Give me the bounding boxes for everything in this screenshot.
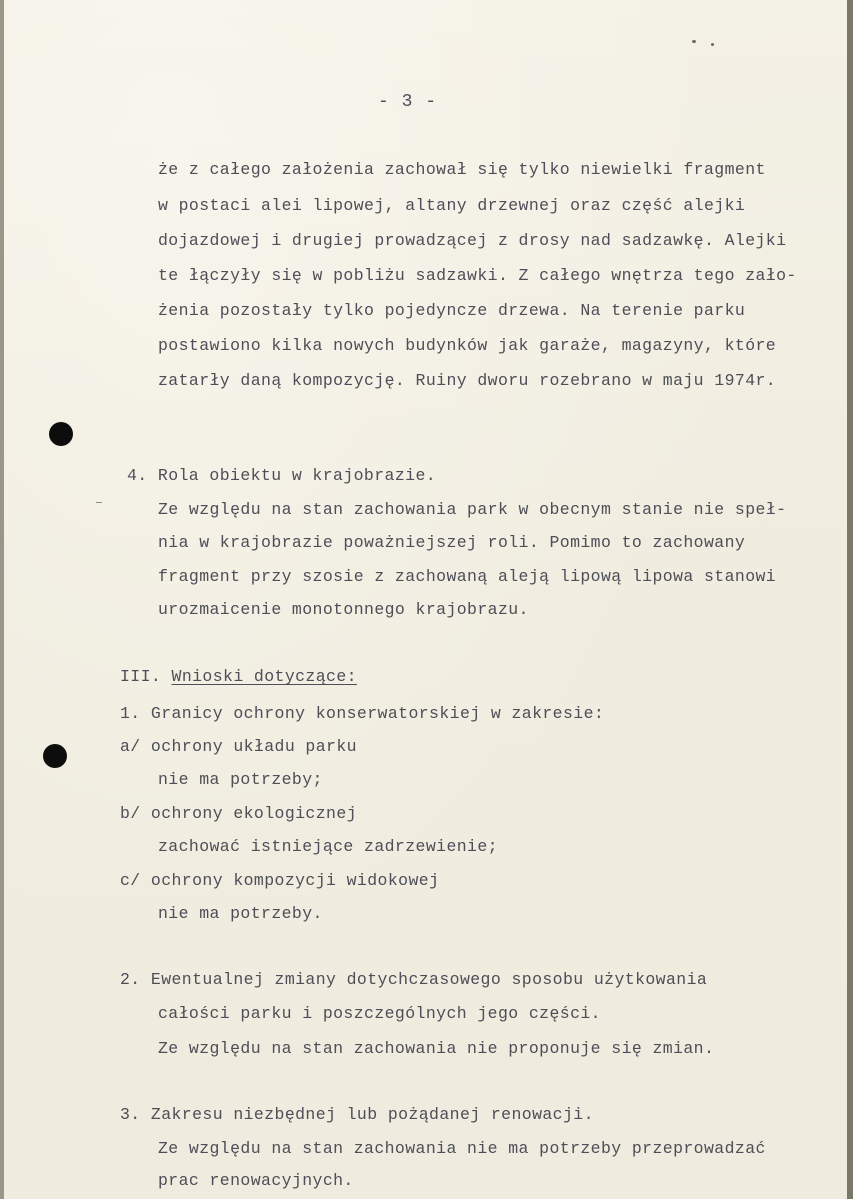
item-1a-value: nie ma potrzeby;	[158, 770, 323, 789]
section-line: urozmaicenie monotonnego krajobrazu.	[158, 600, 529, 619]
paragraph-line: w postaci alei lipowej, altany drzewnej oraz część alejki	[158, 196, 746, 215]
page-number: - 3 -	[378, 92, 438, 112]
item-1c-value: nie ma potrzeby.	[158, 904, 323, 923]
paragraph-line: dojazdowej i drugiej prowadzącej z drosy nad sadzawkę. Alejki	[158, 231, 787, 250]
section-line: nia w krajobrazie poważniejszej roli. Pomimo to zachowany	[158, 533, 746, 552]
item-3-value: Ze względu na stan zachowania nie ma potrzeby przeprowadzać	[158, 1139, 766, 1158]
paragraph-line: żenia pozostały tylko pojedyncze drzewa. Na terenie parku	[158, 301, 746, 320]
paper-speck	[711, 43, 714, 46]
item-3-value-cont: prac renowacyjnych.	[158, 1171, 354, 1190]
page-edge-right	[847, 0, 853, 1199]
paragraph-line: zatarły daną kompozycję. Ruiny dworu rozebrano w maju 1974r.	[158, 371, 777, 390]
item-1b-label: b/ ochrony ekologicznej	[120, 804, 357, 823]
section-III-title: Wnioski dotyczące:	[171, 667, 357, 686]
item-3-heading: 3. Zakresu niezbędnej lub pożądanej renowacji.	[120, 1105, 594, 1124]
item-2-heading: 2. Ewentualnej zmiany dotychczasowego sposobu użytkowania	[120, 970, 708, 989]
page-edge-left	[0, 0, 4, 1199]
punch-hole-bottom	[43, 744, 67, 768]
section-III-prefix: III.	[120, 667, 172, 686]
paragraph-line: te łączyły się w pobliżu sadzawki. Z całego wnętrza tego zało-	[158, 266, 797, 285]
section-line: Ze względu na stan zachowania park w obecnym stanie nie speł-	[158, 500, 787, 519]
section-heading: 4. Rola obiektu w krajobrazie.	[127, 466, 437, 485]
section-line: fragment przy szosie z zachowaną aleją lipową lipowa stanowi	[158, 567, 777, 586]
item-1a-label: a/ ochrony układu parku	[120, 737, 357, 756]
item-1c-label: c/ ochrony kompozycji widokowej	[120, 871, 440, 890]
item-2-value: Ze względu na stan zachowania nie proponuje się zmian.	[158, 1039, 715, 1058]
item-2-heading-cont: całości parku i poszczególnych jego części.	[158, 1004, 601, 1023]
paragraph-line: postawiono kilka nowych budynków jak garaże, magazyny, które	[158, 336, 777, 355]
item-1-heading: 1. Granicy ochrony konserwatorskiej w zakresie:	[120, 704, 605, 723]
punch-hole-top	[49, 422, 73, 446]
paper-mark	[96, 502, 102, 503]
item-1b-value: zachować istniejące zadrzewienie;	[158, 837, 498, 856]
paper-speck	[692, 40, 696, 43]
paragraph-line: że z całego założenia zachował się tylko niewielki fragment	[158, 160, 766, 179]
section-III-heading	[120, 667, 357, 687]
